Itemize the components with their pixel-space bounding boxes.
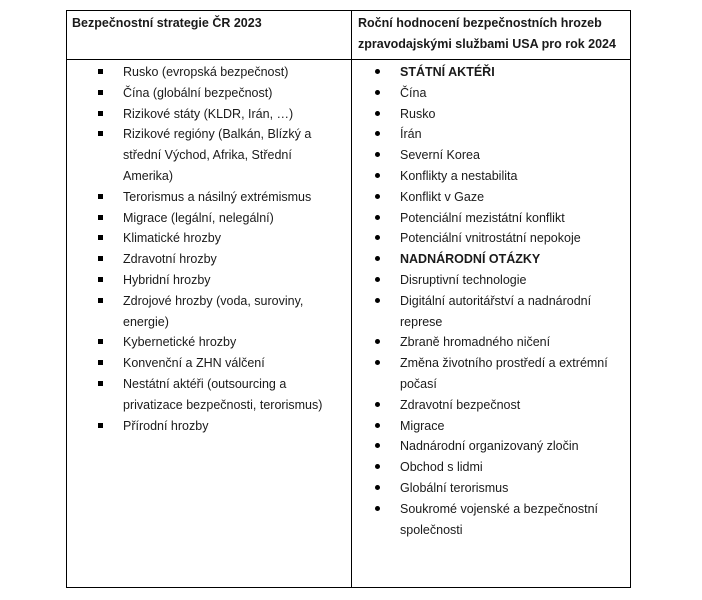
list-item: Čína (globální bezpečnost) (98, 83, 343, 104)
left-threat-list (98, 62, 343, 436)
list-item: Globální terorismus (375, 478, 625, 499)
list-item: Rusko (evropská bezpečnost) (98, 62, 343, 83)
list-item: Potenciální vnitrostátní nepokoje (375, 228, 625, 249)
list-item: Přírodní hrozby (98, 416, 343, 437)
list-item: Zbraně hromadného ničení (375, 332, 625, 353)
list-item: Rusko (375, 104, 625, 125)
list-item: Nadnárodní organizovaný zločin (375, 436, 625, 457)
header-divider (67, 59, 630, 60)
list-item: Konflikty a nestabilita (375, 166, 625, 187)
list-item: Zdravotní bezpečnost (375, 395, 625, 416)
list-item: Konvenční a ZHN válčení (98, 353, 343, 374)
list-item: Rizikové státy (KLDR, Irán, …) (98, 104, 343, 125)
list-item: Hybridní hrozby (98, 270, 343, 291)
right-threat-list (375, 62, 625, 540)
list-item: Kybernetické hrozby (98, 332, 343, 353)
list-item: Rizikové regióny (Balkán, Blízký a střední Východ, Afrika, Střední Amerika) (98, 124, 343, 186)
list-item: Zdrojové hrozby (voda, suroviny, energie) (98, 291, 343, 333)
list-item: Čína (375, 83, 625, 104)
list-item: Írán (375, 124, 625, 145)
left-column-header: Bezpečnostní strategie ČR 2023 (72, 16, 262, 30)
section-heading-state-actors: STÁTNÍ AKTÉŘI (375, 62, 625, 83)
list-item: Migrace (legální, nelegální) (98, 208, 343, 229)
list-item: Terorismus a násilný extrémismus (98, 187, 343, 208)
list-item: Disruptivní technologie (375, 270, 625, 291)
list-item: Nestátní aktéři (outsourcing a privatizace bezpečnosti, terorismus) (98, 374, 343, 416)
comparison-table (66, 10, 631, 588)
list-item: Migrace (375, 416, 625, 437)
list-item: Klimatické hrozby (98, 228, 343, 249)
list-item: Obchod s lidmi (375, 457, 625, 478)
list-item: Potenciální mezistátní konflikt (375, 208, 625, 229)
list-item: Soukromé vojenské a bezpečnostní společnosti (375, 499, 625, 541)
list-item: Severní Korea (375, 145, 625, 166)
list-item: Změna životního prostředí a extrémní počasí (375, 353, 625, 395)
list-item: Digitální autoritářství a nadnárodní represe (375, 291, 625, 333)
list-item: Konflikt v Gaze (375, 187, 625, 208)
section-heading-transnational-issues: NADNÁRODNÍ OTÁZKY (375, 249, 625, 270)
column-divider (351, 11, 352, 587)
right-column-header: Roční hodnocení bezpečnostních hrozeb zpravodajskými službami USA pro rok 2024 (358, 16, 616, 51)
list-item: Zdravotní hrozby (98, 249, 343, 270)
